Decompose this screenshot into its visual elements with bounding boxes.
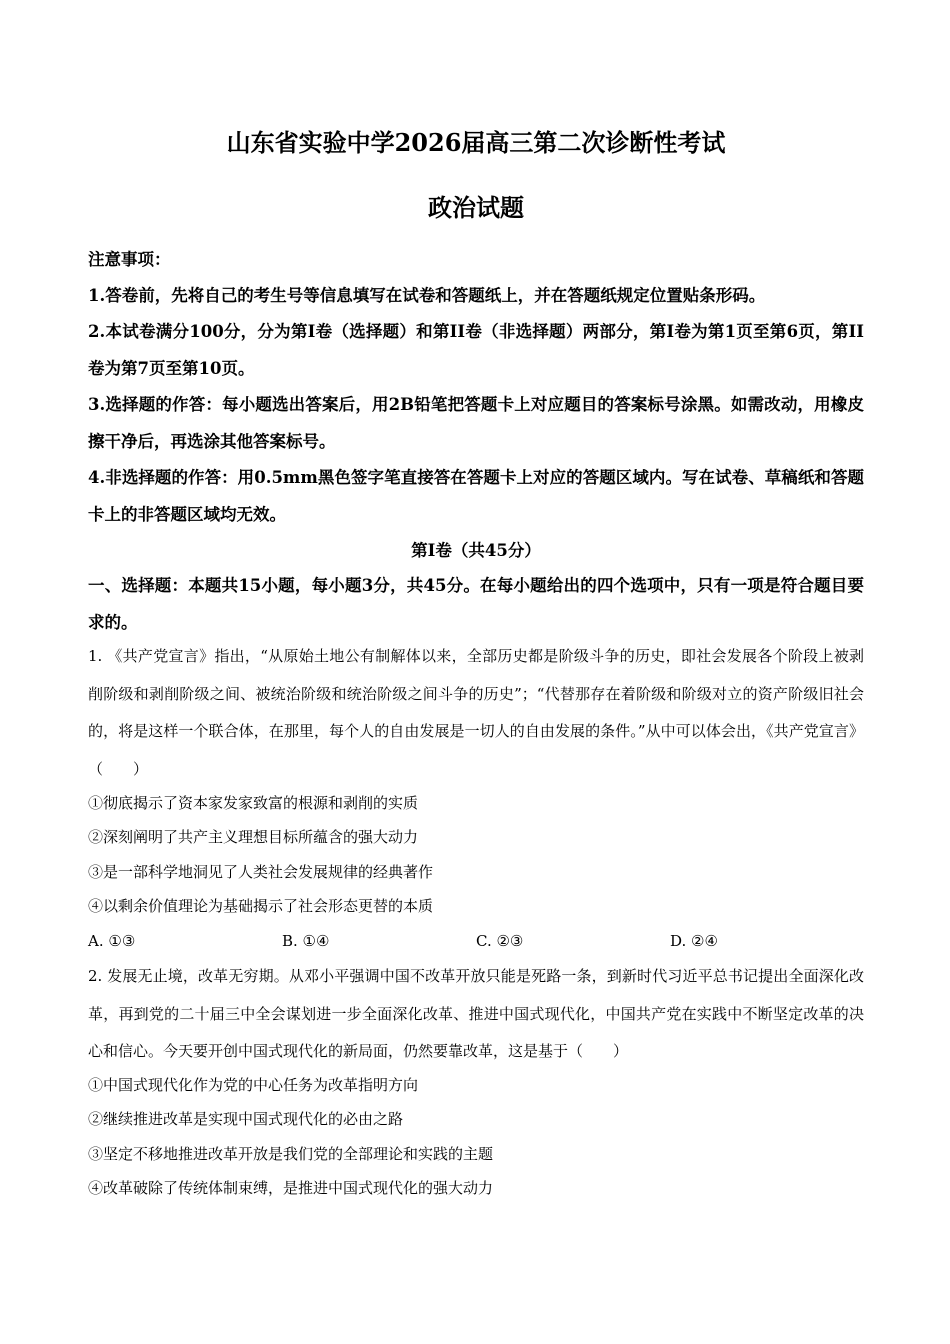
question-1-options	[88, 924, 864, 958]
option-c: C. ②③	[476, 932, 524, 950]
question-1-statement-1: ①彻底揭示了资本家发家致富的根源和剥削的实质	[88, 794, 419, 812]
question-1-stem: 1. 《共产党宣言》指出，“从原始土地公有制解体以来，全部历史都是阶级斗争的历史，即社会发展各个阶段上被剥削阶级和剥削阶级之间、被统治阶级和统治阶级之间斗争的历史”；“代替那存在着阶级和阶级对立的资产阶级旧社会的，将是这样一个联合体，在那里，每个人的自由发展是一切人的自由发展的条件。”从中可以体会出，《共产党宣言》（ ）	[88, 647, 864, 778]
question-2-statement-3: ③坚定不移地推进改革开放是我们党的全部理论和实践的主题	[88, 1145, 494, 1163]
option-d: D. ②④	[670, 932, 718, 950]
subject-title: 政治试题	[428, 193, 524, 222]
question-2-statement-1: ①中国式现代化作为党的中心任务为改革指明方向	[88, 1076, 419, 1094]
option-b: B. ①④	[282, 932, 330, 950]
notice-item-2: 2.本试卷满分100分，分为第Ⅰ卷（选择题）和第II卷（非选择题）两部分，第Ⅰ卷为第1页至第6页，第II卷为第7页至第10页。	[88, 322, 864, 378]
question-1-statement-2: ②深刻阐明了共产主义理想目标所蕴含的强大动力	[88, 828, 419, 846]
part1-heading: 第Ⅰ卷（共45分）	[411, 541, 541, 560]
question-1-statement-3: ③是一部科学地洞见了人类社会发展规律的经典著作	[88, 863, 434, 881]
exam-title: 山东省实验中学2026届高三第二次诊断性考试	[226, 128, 726, 157]
question-1-statement-4: ④以剩余价值理论为基础揭示了社会形态更替的本质	[88, 897, 434, 915]
notice-item-4: 4.非选择题的作答：用0.5mm黑色签字笔直接答在答题卡上对应的答题区域内。写在试卷、草稿纸和答题卡上的非答题区域均无效。	[88, 468, 864, 524]
notice-item-1: 1.答卷前，先将自己的考生号等信息填写在试卷和答题纸上，并在答题纸规定位置贴条形码。	[88, 286, 766, 305]
question-2-statement-2: ②继续推进改革是实现中国式现代化的必由之路	[88, 1110, 404, 1128]
notice-item-3: 3.选择题的作答：每小题选出答案后，用2B铅笔把答题卡上对应题目的答案标号涂黑。如需改动，用橡皮擦干净后，再选涂其他答案标号。	[88, 395, 864, 451]
section-intro: 一、选择题：本题共15小题，每小题3分，共45分。在每小题给出的四个选项中，只有一项是符合题目要求的。	[88, 576, 864, 632]
question-2-statement-4: ④改革破除了传统体制束缚，是推进中国式现代化的强大动力	[88, 1179, 494, 1197]
option-a: A. ①③	[88, 932, 136, 950]
question-2-stem: 2. 发展无止境，改革无穷期。从邓小平强调中国不改革开放只能是死路一条，到新时代习近平总书记提出全面深化改革，再到党的二十届三中全会谋划进一步全面深化改革、推进中国式现代化，中国共产党在实践中不断坚定改革的决心和信心。今天要开创中国式现代化的新局面，仍然要靠改革，这是基于（ ）	[88, 967, 864, 1060]
notice-heading: 注意事项：	[88, 250, 171, 269]
